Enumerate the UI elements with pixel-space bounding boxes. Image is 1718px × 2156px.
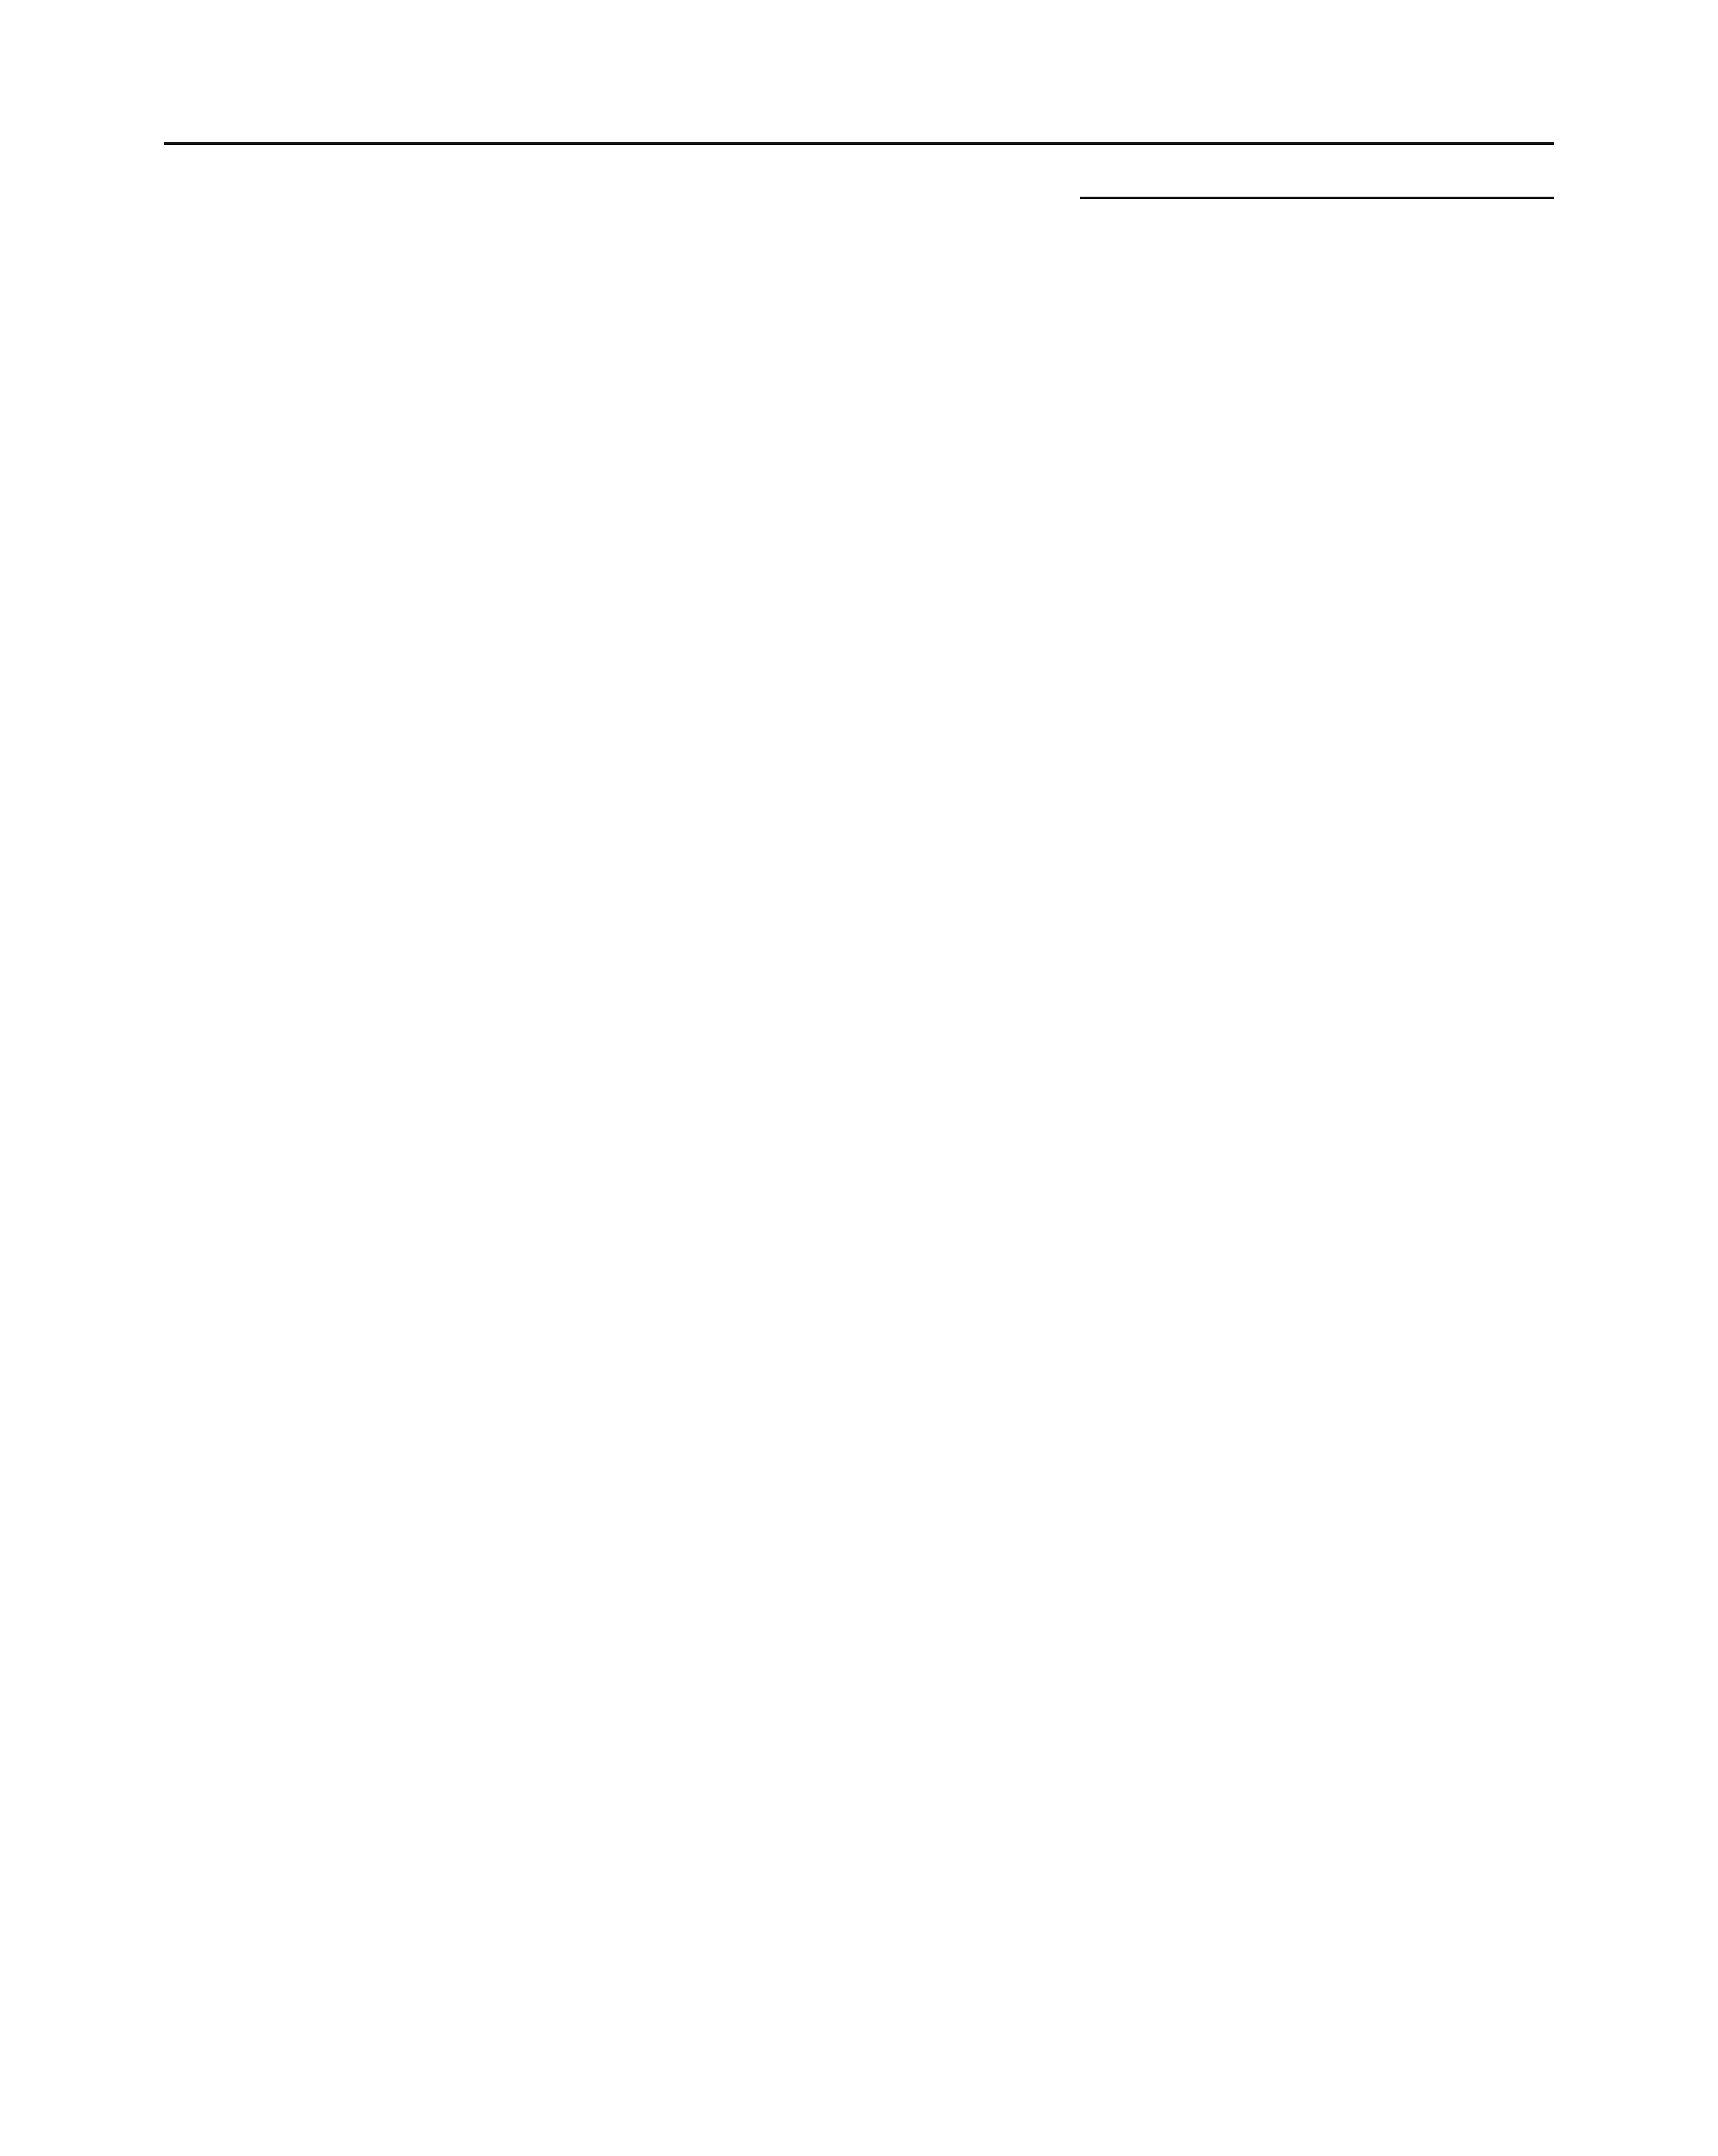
footnote-divider	[1080, 197, 1554, 199]
page-header	[164, 129, 1554, 145]
